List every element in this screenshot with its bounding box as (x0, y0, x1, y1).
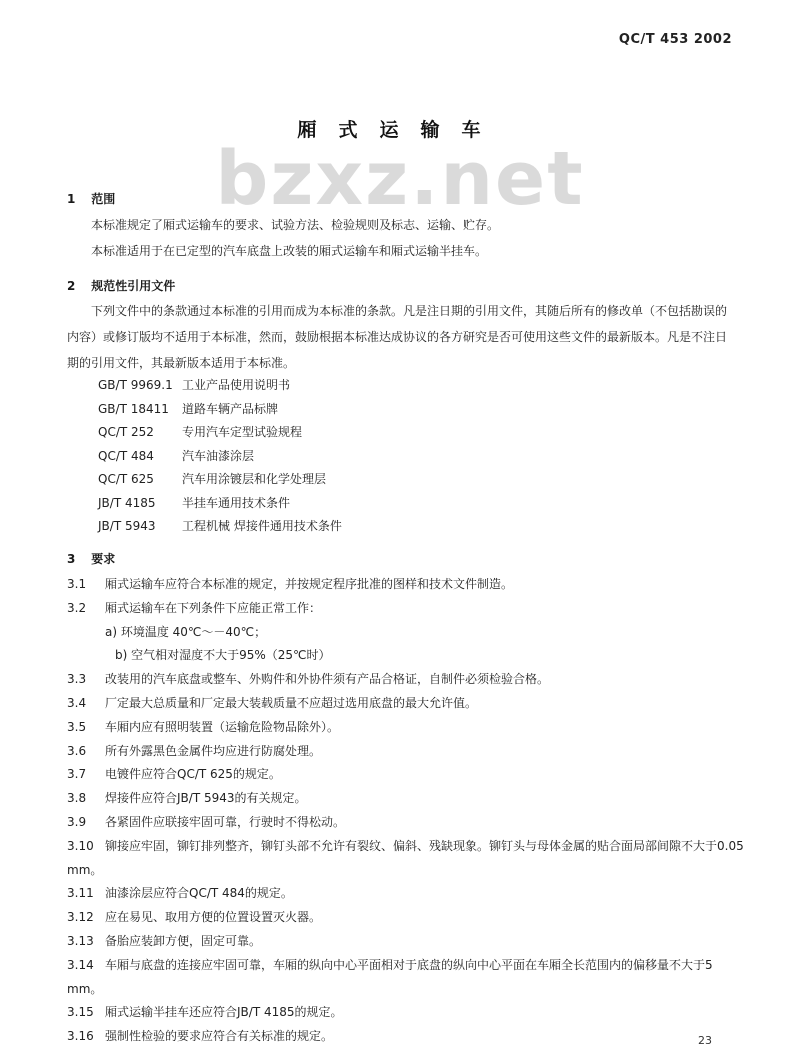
clause-item (67, 597, 747, 621)
reference-name: 工程机械 焊接件通用技术条件 (182, 519, 342, 533)
section-title: 要求 (91, 552, 116, 566)
clause-item (67, 811, 747, 835)
clause-number: 3.4 (67, 695, 87, 710)
reference-item (98, 398, 342, 422)
clause-text: 强制性检验的要求应符合有关标准的规定。 (105, 1029, 334, 1044)
clause-text: 各紧固件应联接牢固可靠，行驶时不得松动。 (105, 814, 346, 829)
clause-item (67, 882, 747, 906)
clause-number: 3.1 (67, 577, 87, 591)
clause-text: b) 空气相对湿度不大于95%（25℃时） (115, 648, 331, 663)
reference-code: JB/T 5943 (98, 519, 156, 533)
clause-number: 3.7 (67, 767, 87, 782)
reference-code: GB/T 18411 (98, 401, 169, 416)
reference-name: 半挂车通用技术条件 (182, 495, 291, 510)
clause-item (67, 763, 747, 787)
clause-item (67, 787, 747, 811)
reference-item (98, 492, 342, 516)
section-title: 范围 (91, 192, 116, 206)
clause-number: 3.14 (67, 957, 94, 972)
clause-number: 3.9 (67, 814, 87, 829)
clause-number: 3.8 (67, 791, 87, 806)
clause-number: 3.10 (67, 838, 94, 853)
clause-number: 3.13 (67, 933, 94, 948)
section-number: 3 (67, 552, 76, 566)
reference-item (98, 374, 342, 398)
section-number: 2 (67, 279, 76, 293)
reference-item (98, 445, 342, 469)
clause-text: 备胎应装卸方便，固定可靠。 (105, 933, 262, 948)
clause-item (67, 1025, 747, 1049)
reference-code: QC/T 252 (98, 425, 154, 439)
clause-number: 3.3 (67, 672, 87, 687)
reference-code: JB/T 4185 (98, 495, 156, 510)
clause-text: 车厢内应有照明装置（运输危险物品除外）。 (105, 719, 340, 734)
clause-number: 3.15 (67, 1005, 94, 1020)
clause-text: 铆接应牢固，铆钉排列整齐，铆钉头部不允许有裂纹、偏斜、残缺现象。铆钉头与母体金属的贴合面局部间隙不大于0.05 mm。 (67, 838, 744, 877)
reference-name: 工业产品使用说明书 (182, 378, 291, 392)
clause-item (67, 668, 747, 692)
clause-text: 焊接件应符合JB/T 5943的有关规定。 (105, 791, 307, 806)
clause-item (67, 692, 747, 716)
clause-number: 3.12 (67, 910, 94, 925)
clause-item (67, 906, 747, 930)
clause-item (67, 716, 747, 740)
clause-text: 应在易见、取用方便的位置设置灭火器。 (105, 910, 322, 925)
clause-item (67, 573, 747, 597)
section-1-heading (67, 190, 115, 207)
paragraph: 本标准规定了厢式运输车的要求、试验方法、检验规则及标志、运输、贮存。 (91, 218, 500, 232)
clause-text: 厢式运输车在下列条件下应能正常工作： (105, 600, 322, 615)
reference-code: QC/T 625 (98, 472, 154, 486)
section-3-heading (67, 550, 115, 567)
document-title: 厢式运输车 (297, 119, 503, 141)
clause-number: 3.2 (67, 600, 87, 615)
reference-name: 汽车油漆涂层 (182, 448, 255, 463)
clause-text: 所有外露黑色金属件均应进行防腐处理。 (105, 743, 322, 758)
clause-number: 3.6 (67, 743, 87, 758)
clause-number: 3.16 (67, 1029, 94, 1044)
reference-name: 专用汽车定型试验规程 (182, 425, 303, 439)
reference-name: 道路车辆产品标牌 (182, 401, 279, 416)
normative-references-list (98, 374, 342, 539)
section-title: 规范性引用文件 (91, 279, 176, 293)
paragraph: 本标准适用于在已定型的汽车底盘上改装的厢式运输车和厢式运输半挂车。 (91, 244, 488, 258)
section-1-body (67, 212, 737, 264)
clause-subitem (67, 644, 747, 668)
page-number: 23 (698, 1034, 712, 1047)
clause-item (67, 930, 747, 954)
clause-item (67, 740, 747, 764)
clause-text: 油漆涂层应符合QC/T 484的规定。 (105, 886, 293, 901)
reference-name: 汽车用涂镀层和化学处理层 (182, 472, 327, 486)
clause-subitem (67, 621, 747, 645)
clause-text: 车厢与底盘的连接应牢固可靠，车厢的纵向中心平面相对于底盘的纵向中心平面在车厢全长范围内的偏移量不大于5 mm。 (67, 957, 713, 996)
clause-item (67, 835, 747, 883)
clause-text: 厂定最大总质量和厂定最大装载质量不应超过选用底盘的最大允许值。 (105, 695, 478, 710)
clause-number: 3.5 (67, 719, 87, 734)
reference-item (98, 515, 342, 539)
paragraph: 下列文件中的条款通过本标准的引用而成为本标准的条款。凡是注日期的引用文件，其随后所有的修改单（不包括勘误的内容）或修订版均不适用于本标准，然而，鼓励根据本标准达成协议的各方研究是否可使用这些文件的最新版本。凡是不注日期的引用文件，其最新版本适用于本标准。 (67, 304, 728, 370)
requirements-list (67, 573, 747, 1049)
reference-item (98, 421, 342, 445)
clause-item (67, 1001, 747, 1025)
section-2-body (67, 298, 737, 376)
clause-text: 电镀件应符合QC/T 625的规定。 (105, 767, 281, 782)
clause-text: a) 环境温度 40℃～－40℃； (105, 624, 267, 639)
clause-number: 3.11 (67, 886, 94, 901)
reference-item (98, 468, 342, 492)
reference-code: GB/T 9969.1 (98, 378, 173, 392)
section-number: 1 (67, 192, 76, 206)
clause-text: 改装用的汽车底盘或整车、外购件和外协件须有产品合格证，自制件必须检验合格。 (105, 672, 550, 687)
reference-code: QC/T 484 (98, 448, 154, 463)
watermark: bzxz.net (215, 136, 585, 222)
clause-item (67, 954, 747, 1002)
clause-text: 厢式运输半挂车还应符合JB/T 4185的规定。 (105, 1005, 343, 1020)
section-2-heading (67, 277, 175, 294)
standard-code: QC/T 453 2002 (618, 32, 732, 47)
clause-text: 厢式运输车应符合本标准的规定，并按规定程序批准的图样和技术文件制造。 (105, 577, 514, 591)
